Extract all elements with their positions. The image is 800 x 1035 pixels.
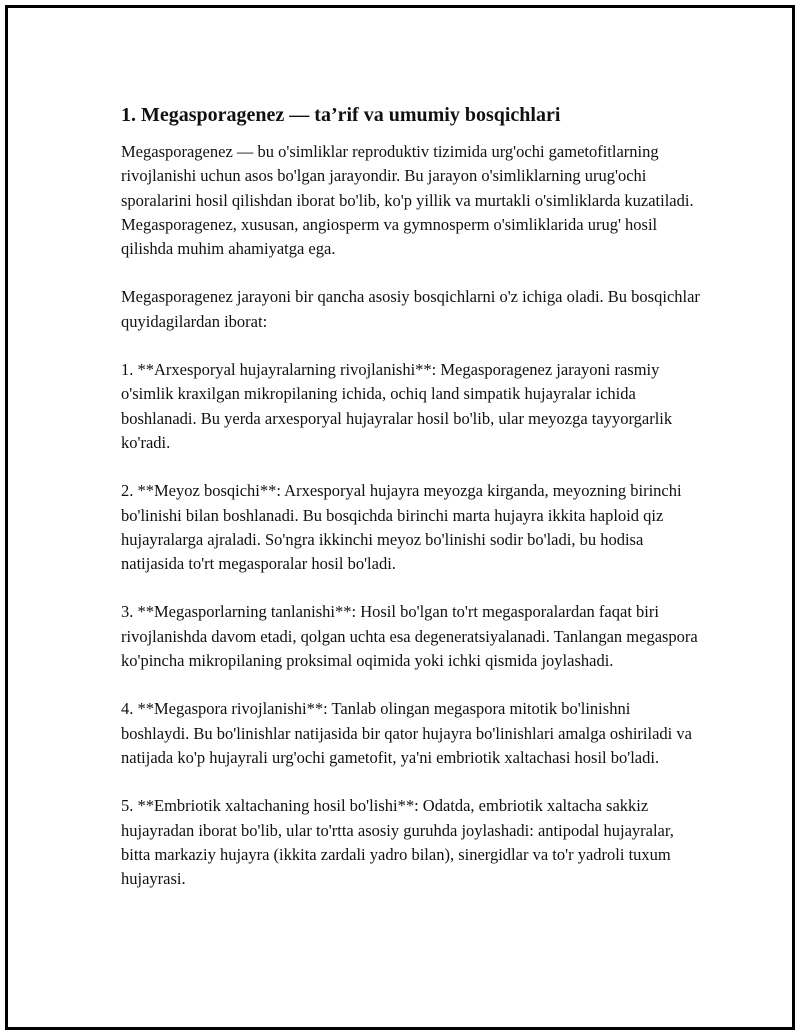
stages-intro-paragraph: Megasporagenez jarayoni bir qancha asosiy bosqichlarni o'z ichiga oladi. Bu bosqichlar quyidagilardan iborat: — [121, 287, 700, 331]
page-frame — [5, 5, 795, 1030]
document-body — [121, 102, 701, 915]
stage-5-paragraph: 5. **Embriotik xaltachaning hosil bo'lishi**: Odatda, embriotik xaltacha sakkiz hujayradan iborat bo'lib, ular to'rtta asosiy guruhda joylashadi: antipodal hujayralar, bitta markaziy hujayra (ikkita zardali yadro bilan), sinergidlar va to'r yadroli tuxum hujayrasi. — [121, 796, 674, 889]
intro-paragraph: Megasporagenez — bu o'simliklar reproduktiv tizimida urg'ochi gametofitlarning rivojlanishi uchun asos bo'lgan jarayondir. Bu jarayon o'simliklarning urug'ochi sporalarini hosil qilishdan iborat bo'lib, ko'p yillik va murtakli o'simliklarda kuzatiladi. Megasporagenez, xususan, angiosperm va gymnosperm o'simliklarida urug' hosil qilishda muhim ahamiyatga ega. — [121, 142, 694, 259]
stage-2-paragraph: 2. **Meyoz bosqichi**: Arxesporyal hujayra meyozga kirganda, meyozning birinchi bo'linishi bilan boshlanadi. Bu bosqichda birinchi marta hujayra ikkita haploid qiz hujayralarga ajraladi. So'ngra ikkinchi meyoz bo'linishi sodir bo'ladi, bu hodisa natijasida to'rt megasporalar hosil bo'ladi. — [121, 481, 682, 574]
stage-4-paragraph: 4. **Megaspora rivojlanishi**: Tanlab olingan megaspora mitotik bo'linishni boshlaydi. Bu bo'linishlar natijasida bir qator hujayra bo'linishlari amalga oshiriladi va natijada ko'p hujayrali urg'ochi gametofit, ya'ni embriotik xaltachasi hosil bo'ladi. — [121, 699, 692, 767]
stage-3-paragraph: 3. **Megasporlarning tanlanishi**: Hosil bo'lgan to'rt megasporalardan faqat biri rivojlanishda davom etadi, qolgan uchta esa degeneratsiyalanadi. Tanlangan megaspora ko'pincha mikropilaning proksimal oqimida yoki ichki qismida joylashadi. — [121, 602, 698, 671]
stage-1-paragraph: 1. **Arxesporyal hujayralarning rivojlanishi**: Megasporagenez jarayoni rasmiy o'simlik kraxilgan mikropilaning ichida, ochiq land simpatik hujayralar ichida boshlanadi. Bu yerda arxesporyal hujayralar hosil bo'lib, ular meyozga tayyorgarlik ko'radi. — [121, 360, 673, 452]
section-title: 1. Megasporagenez — ta’rif va umumiy bosqichlari — [121, 104, 561, 126]
